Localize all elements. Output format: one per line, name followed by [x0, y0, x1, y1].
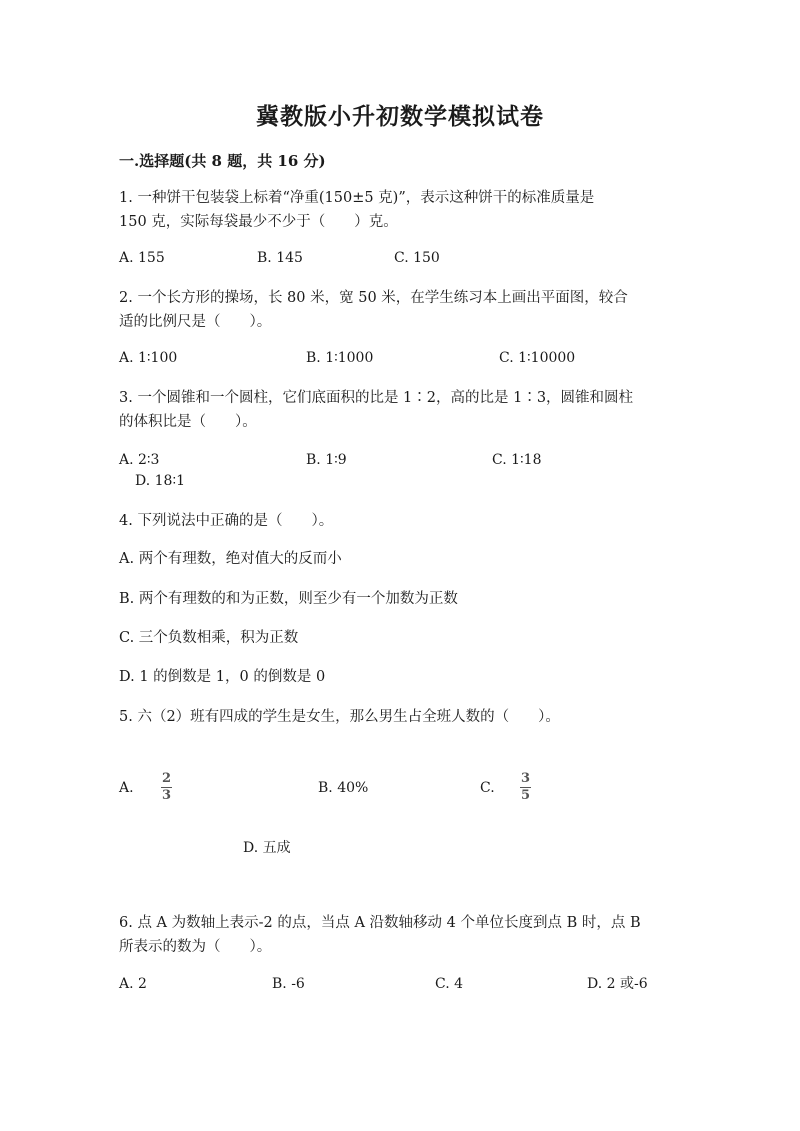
question-4-option-d: D. 1 的倒数是 1，0 的倒数是 0 [119, 669, 326, 685]
question-6-option-d: D. 2 或-6 [587, 976, 648, 992]
fraction-numerator: 2 [161, 771, 172, 786]
question-1-line-1: 1. 一种饼干包装袋上标着“净重(150±5 克)”，表示这种饼干的标准质量是 [119, 190, 595, 206]
fraction-denominator: 5 [520, 788, 531, 803]
question-2-option-c: C. 1∶10000 [499, 350, 576, 366]
question-6-option-a: A. 2 [119, 976, 147, 992]
question-5-option-a-label: A. [119, 780, 134, 796]
question-5-option-b: B. 40% [318, 780, 369, 796]
question-1-option-b: B. 145 [257, 250, 303, 266]
question-1-line-2: 150 克，实际每袋最少不少于（ ）克。 [119, 214, 398, 230]
question-5-option-c-label: C. [480, 780, 495, 796]
question-4-line-1: 4. 下列说法中正确的是（ ）。 [119, 513, 334, 529]
question-2-option-a: A. 1∶100 [119, 350, 178, 366]
question-6-option-b: B. -6 [272, 976, 305, 992]
question-2-option-b: B. 1∶1000 [306, 350, 374, 366]
question-1-option-c: C. 150 [394, 250, 440, 266]
fraction-numerator: 3 [520, 771, 531, 786]
question-3-line-2: 的体积比是（ ）。 [119, 414, 257, 430]
question-3-option-d: D. 18∶1 [135, 473, 185, 489]
question-4-option-b: B. 两个有理数的和为正数，则至少有一个加数为正数 [119, 591, 458, 607]
question-3-line-1: 3. 一个圆锥和一个圆柱，它们底面积的比是 1∶2，高的比是 1∶3，圆锥和圆柱 [119, 390, 634, 406]
question-3-option-b: B. 1∶9 [306, 452, 347, 468]
question-2-line-1: 2. 一个长方形的操场，长 80 米，宽 50 米，在学生练习本上画出平面图，较合 [119, 290, 628, 306]
question-4-option-a: A. 两个有理数，绝对值大的反而小 [119, 551, 342, 567]
question-6-line-2: 所表示的数为（ ）。 [119, 939, 272, 955]
question-4-option-c: C. 三个负数相乘，积为正数 [119, 630, 299, 646]
question-5-option-d: D. 五成 [243, 840, 291, 856]
question-5-line-1: 5. 六（2）班有四成的学生是女生，那么男生占全班人数的（ ）。 [119, 709, 560, 725]
question-3-option-a: A. 2∶3 [119, 452, 160, 468]
question-6-option-c: C. 4 [435, 976, 464, 992]
question-5-option-a-fraction [161, 772, 172, 803]
fraction-denominator: 3 [161, 788, 172, 803]
question-6-line-1: 6. 点 A 为数轴上表示-2 的点，当点 A 沿数轴移动 4 个单位长度到点 B 时，点 B [119, 915, 641, 931]
question-2-line-2: 适的比例尺是（ ）。 [119, 314, 272, 330]
question-3-option-c: C. 1∶18 [492, 452, 542, 468]
section-heading: 一.选择题(共 8 题，共 16 分) [119, 152, 326, 170]
page-title: 冀教版小升初数学模拟试卷 [256, 103, 544, 130]
question-1-option-a: A. 155 [119, 250, 165, 266]
question-5-option-c-fraction [520, 772, 531, 803]
